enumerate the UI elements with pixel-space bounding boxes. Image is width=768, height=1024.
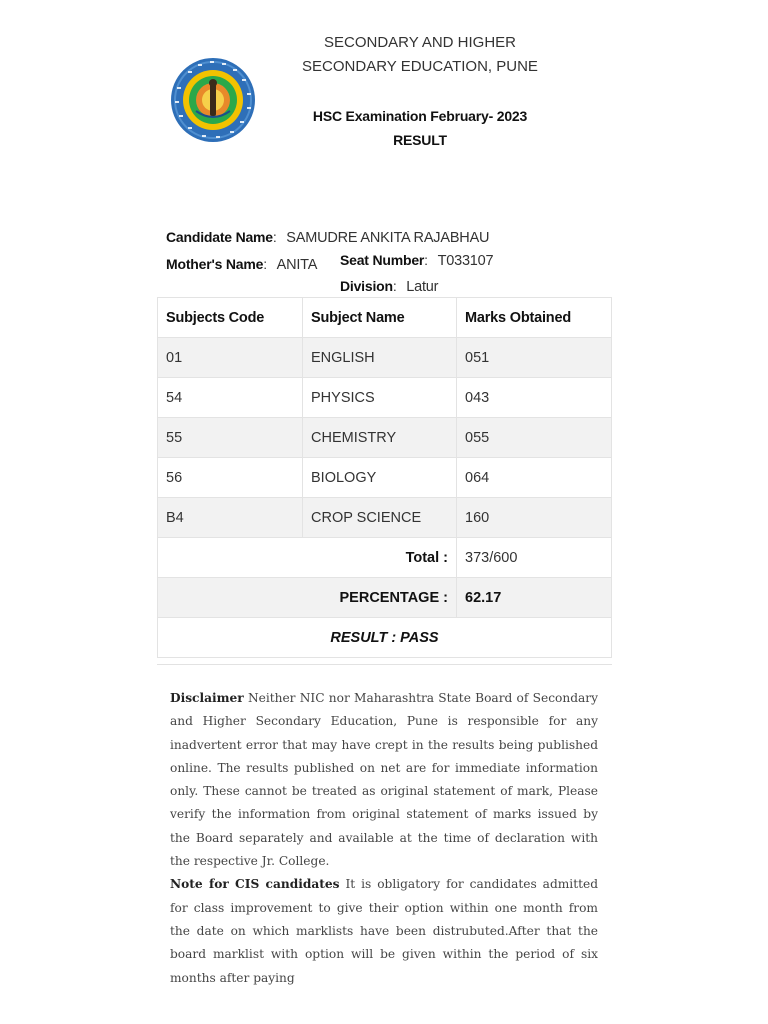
cis-note-title: Note for CIS candidates xyxy=(170,877,340,892)
percentage-row xyxy=(158,578,612,618)
cis-note-paragraph xyxy=(170,873,598,989)
result-status: RESULT : PASS xyxy=(158,618,612,658)
subject-marks: 064 xyxy=(457,458,612,498)
board-name-line1: SECONDARY AND HIGHER xyxy=(324,34,516,51)
subject-code: B4 xyxy=(158,498,303,538)
candidate-name-value: SAMUDRE ANKITA RAJABHAU xyxy=(286,230,490,246)
subject-code: 56 xyxy=(158,458,303,498)
seat-number-value: T033107 xyxy=(437,253,494,269)
subject-code: 54 xyxy=(158,378,303,418)
header-marks-obtained: Marks Obtained xyxy=(457,298,612,338)
header-subject-code: Subjects Code xyxy=(158,298,303,338)
table-row xyxy=(158,378,612,418)
section-divider xyxy=(157,664,612,665)
marks-table-header xyxy=(158,298,612,338)
division-label: Division xyxy=(340,278,393,294)
subject-marks: 055 xyxy=(457,418,612,458)
division-value: Latur xyxy=(406,279,439,295)
mother-name-value: ANITA xyxy=(276,257,318,273)
disclaimer-paragraph xyxy=(170,687,598,873)
result-row xyxy=(158,618,612,658)
disclaimer-text: Neither NIC nor Maharashtra State Board of Secondary and Higher Secondary Education, Pune is responsible for any inadvertent error that may have crept in the results being published online. The results published on net are for immediate information only. These cannot be treated as original statement of mark, Please verify the information from original statement of marks issued by the Board separately and available at the time of declaration with the respective Jr. College. xyxy=(170,691,598,869)
notes xyxy=(170,687,598,990)
mother-name-label: Mother's Name xyxy=(166,256,264,272)
header-subject-name: Subject Name xyxy=(303,298,457,338)
board-name xyxy=(270,31,570,79)
table-row xyxy=(158,338,612,378)
percentage-value: 62.17 xyxy=(457,578,612,618)
subject-name: BIOLOGY xyxy=(303,458,457,498)
seat-number-row: Seat Number: T033107 xyxy=(340,252,494,269)
mother-name-row: Mother's Name: ANITA xyxy=(166,256,318,273)
total-value: 373/600 xyxy=(457,538,612,578)
table-row xyxy=(158,418,612,458)
total-label: Total : xyxy=(158,538,457,578)
subject-marks: 043 xyxy=(457,378,612,418)
subject-name: CHEMISTRY xyxy=(303,418,457,458)
percentage-label: PERCENTAGE : xyxy=(158,578,457,618)
cis-note-text: It is obligatory for candidates admitted for class improvement to give their option within one month from the date on which marklists have been distrubuted.After that the board marklist with option will be given within the period of six months after paying xyxy=(170,877,599,985)
candidate-name-label: Candidate Name xyxy=(166,229,273,245)
seat-number-label: Seat Number xyxy=(340,252,425,268)
maharashtra-board-seal-icon xyxy=(170,57,256,143)
subject-code: 01 xyxy=(158,338,303,378)
subject-marks: 160 xyxy=(457,498,612,538)
board-name-line2: SECONDARY EDUCATION, PUNE xyxy=(302,58,538,75)
division-row: Division: Latur xyxy=(340,278,439,295)
exam-line: HSC Examination February- 2023 xyxy=(312,108,528,124)
disclaimer-title: Disclaimer xyxy=(170,691,244,705)
marks-table xyxy=(157,297,612,658)
subject-name: ENGLISH xyxy=(303,338,457,378)
subject-marks: 051 xyxy=(457,338,612,378)
board-logo xyxy=(170,57,256,143)
subject-name: CROP SCIENCE xyxy=(303,498,457,538)
subject-code: 55 xyxy=(158,418,303,458)
total-row xyxy=(158,538,612,578)
table-row xyxy=(158,498,612,538)
result-heading: RESULT xyxy=(393,132,447,148)
table-row xyxy=(158,458,612,498)
candidate-name-row: Candidate Name: SAMUDRE ANKITA RAJABHAU xyxy=(166,229,490,246)
exam-title xyxy=(270,104,570,152)
subject-name: PHYSICS xyxy=(303,378,457,418)
